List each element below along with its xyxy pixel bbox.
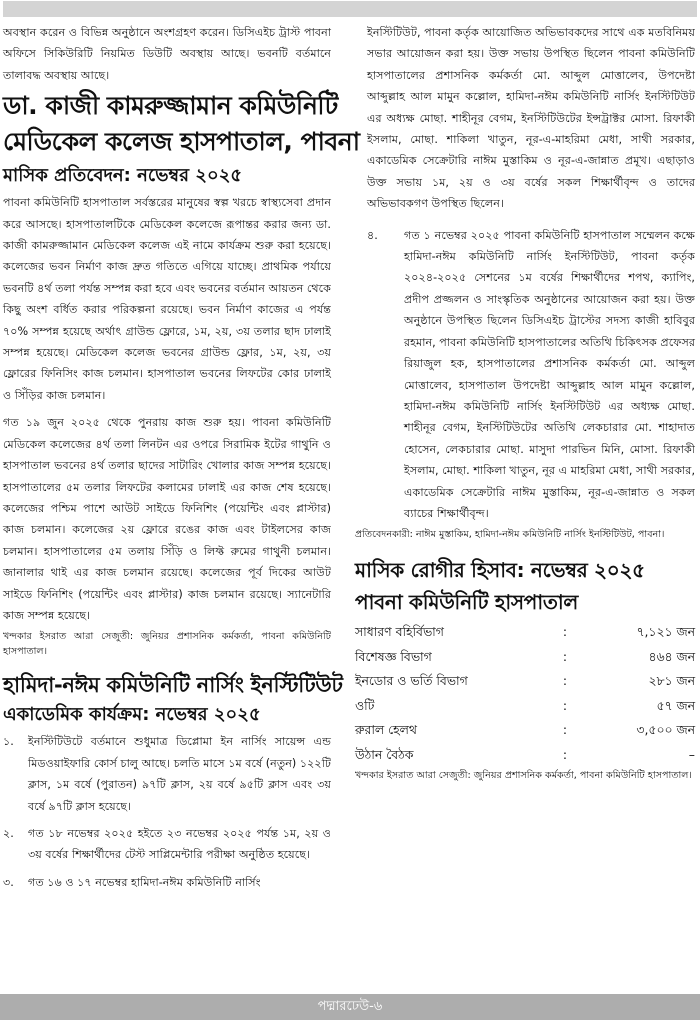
medical-college-title-line1: ডা. কাজী কামরুজ্জামান কমিউনিটি xyxy=(3,91,338,121)
nursing-credit: প্রতিবেদনকারী: নাঈম মুস্তাকিম, হামিদা-নঈম কমিউনিটি নার্সিং ইনস্টিটিউট, পাবনা। xyxy=(355,529,665,541)
nursing-items-list-continued xyxy=(355,225,695,525)
stat-value: ৭,১২১ জন xyxy=(636,624,695,640)
stat-label: বিশেষজ্ঞ বিভাগ xyxy=(355,648,432,664)
medical-college-subtitle: মাসিক প্রতিবেদন: নভেম্বর ২০২৫ xyxy=(3,165,243,187)
stat-value: ৪৬৪ জন xyxy=(648,648,695,664)
stat-separator: : xyxy=(562,648,568,664)
patients-subtitle: পাবনা কমিউনিটি হাসপাতাল xyxy=(355,590,578,615)
patients-title: মাসিক রোগীর হিসাব: নভেম্বর ২০২৫ xyxy=(355,558,645,583)
table-row xyxy=(355,718,695,743)
list-item-text: গত ১৬ ও ১৭ নভেম্বর হামিদা-নঈম কমিউনিটি নার্সিং xyxy=(28,875,261,889)
medical-college-title-line2: মেডিকেল কলেজ হাসপাতাল, পাবনা xyxy=(3,127,360,157)
medical-college-paragraph-2: গত ১৯ জুন ২০২৫ থেকে পুনরায় কাজ শুরু হয়। পাবনা কমিউনিটি মেডিকেল কলেজের ৪র্থ তলা লিনটন এর ওপরে সিরামিক ইটের গাথুনি ও হাসপাতাল ভবনের ৪র্থ তলার ছাদের সাটারিং খোলার কাজ সম্পন্ন হয়েছে। হাসপাতালের ৫ম তলার লিফটের কলামের ঢালাই এর কাজ শেষ হয়েছে। কলেজের পশ্চিম পাশে আউট সাইডে ফিনিশিং (পয়েন্টিং এবং প্লাস্টার) কাজ চলমান। কলেজের ২য় ফ্লোরে রঙের কাজ এবং টাইলসের কাজ চলমান। হাসপাতালের ৫ম তলায় সিঁড়ি ও লিফ্ট রুমের গাথুনী চলমান। জানালার থাই এর কাজ চলমান রয়েছে। কলেজের পূর্ব দিকের আউট সাইডে ফিনিশিং (পয়েন্টিং এবং প্লাস্টার) কাজ চলমান রয়েছে। স্যানেটারি কাজ সম্পন্ন হয়েছে। xyxy=(3,416,331,622)
list-item xyxy=(3,731,331,817)
footer-bar xyxy=(0,994,700,1020)
table-row xyxy=(355,620,695,645)
stat-value: ৫৭ জন xyxy=(656,697,695,713)
nursing-items-list xyxy=(3,731,331,893)
continued-paragraph: অবস্থান করেন ও বিভিন্ন অনুষ্ঠানে অংশগ্রহণ করেন। ডিসিএইচ ট্রাস্ট পাবনা অফিসে সিকিউরিটি নিয়মিত ডিউটি অবস্থায় আছে। ভবনটি বর্তমানে তালাবদ্ধ অবস্থায় আছে। xyxy=(3,26,331,82)
stat-label: ইনডোর ও ভর্তি বিভাগ xyxy=(355,673,468,689)
stat-label: রুরাল হেলথ xyxy=(355,722,417,738)
list-item-number: ৩. xyxy=(3,875,14,889)
stat-separator: : xyxy=(562,697,568,713)
stat-value: ৩,৫০০ জন xyxy=(636,722,695,738)
stat-separator: : xyxy=(562,746,568,762)
nursing-title: হামিদা-নঈম কমিউনিটি নার্সিং ইনস্টিটিউট xyxy=(3,673,343,698)
table-row xyxy=(355,645,695,670)
table-row xyxy=(355,694,695,719)
list-item-text: গত ১৮ নভেম্বর ২০২৫ হইতে ২৩ নভেম্বর ২০২৫ পর্যন্ত ১ম, ২য় ও ৩য় বর্ষের শিক্ষার্থীদের টেস্ট সাপ্লিমেন্টারি পরীক্ষা অনুষ্ঠিত হয়েছে। xyxy=(28,826,331,862)
stat-separator: : xyxy=(562,624,568,640)
stat-value: ২৮১ জন xyxy=(648,673,695,689)
nursing-subtitle: একাডেমিক কার্যক্রম: নভেম্বর ২০২৫ xyxy=(3,704,261,726)
list-item-number: ৪. xyxy=(367,228,378,242)
medical-college-credit: খন্দকার ইসরাত আরা সেজুতী: জুনিয়র প্রশাসনিক কর্মকর্তা, পাবনা কমিউনিটি হাসপাতাল। xyxy=(3,631,331,658)
stat-label: সাধারণ বহির্বিভাগ xyxy=(355,624,444,640)
list-item-number: ১. xyxy=(3,735,14,749)
page-label: পদ্মারঢেউ-৬ xyxy=(317,999,383,1014)
list-item-number: ২. xyxy=(3,826,14,840)
left-column xyxy=(3,22,360,899)
stat-separator: : xyxy=(562,673,568,689)
right-column xyxy=(355,22,695,783)
table-row xyxy=(355,743,695,768)
stat-value: – xyxy=(688,746,695,762)
stat-label: ওটি xyxy=(355,697,375,713)
medical-college-paragraph-1: পাবনা কমিউনিটি হাসপাতাল সর্বস্তরের মানুষের স্বল্প খরচে স্বাস্থ্যসেবা প্রদান করে আসছে। হাসপাতালটিকে মেডিকেল কলেজে রূপান্তর করার জন্য ডা. কাজী কামরুজ্জামান মেডিকেল কলেজ এই নামে কার্যক্রম শুরু করা হয়েছে। কলেজের ভবন নির্মাণ কাজ দ্রুত গতিতে এগিয়ে যাচ্ছে। প্রাথমিক পর্যায়ে ভবনটি ৪র্থ তলা পর্যন্ত সম্পন্ন করা হবে এবং ভবনের বর্তমান আয়তন থেকে কিছু অংশ বর্ধিত করার পরিকল্পনা রয়েছে। ভবন নির্মাণ কাজের এ পর্যন্ত ৭০% সম্পন্ন হয়েছে অর্থাৎ গ্রাউন্ড ফ্লোরে, ১ম, ২য়, ৩য় তলার ছাদ ঢালাই সম্পন্ন হয়েছে। মেডিকেল কলেজ ভবনের গ্রাউন্ড ফ্লোর, ১ম, ২য়, ৩য় ফ্লোরের ফিনিসিং কাজ চলমান। হাসপাতাল ভবনের লিফটের কোর ঢালাই ও সিঁড়ির কাজ চলমান। xyxy=(3,196,331,402)
stat-label: উঠান বৈঠক xyxy=(355,746,414,762)
patient-stats-table xyxy=(355,620,695,767)
nursing-item3-continuation: ইনস্টিটিউট, পাবনা কর্তৃক আয়োজিত অভিভাবকদের সাথে এক মতবিনিময় সভার আয়োজন করা হয়। উক্ত সভায় উপস্থিত ছিলেন পাবনা কমিউনিটি হাসপাতালের প্রশাসনিক কর্মকর্তা মো. আব্দুল মোত্তালেব, উপদেষ্টা আব্দুল্লাহ আল মামুন কল্লোল, হামিদা-নঈম কমিউনিটি নার্সিং ইনস্টিটিউট এর অধ্যক্ষ মোছা. শাহীনূর বেগম, ইনস্টিটিউটের ইন্সট্রাক্টর মোসা. রিফাকী ইসলাম, মোছা. শাকিলা খাতুন, নূর-এ-মাহরিমা মেধা, সাথী সরকার, একাডেমিক সেক্রেটারি নাঈম মুস্তাকিম ও নূর-এ-জান্নাত প্রমূখ। এছাড়াও উক্ত সভায় ১ম, ২য় ও ৩য় বর্ষের সকল শিক্ষার্থীবৃন্দ ও তাদের অভিভাবকগণ উপস্থিত ছিলেন। xyxy=(367,26,695,211)
list-item-text: গত ১ নভেম্বর ২০২৫ পাবনা কমিউনিটি হাসপাতাল সম্মেলন কক্ষে হামিদা-নঈম কমিউনিটি নার্সিং ইনস্টিটিউট, পাবনা কর্তৃক ২০২৪-২০২৫ সেশনের ১ম বর্ষের শিক্ষার্থীদের শপথ, ক্যাপিং, প্রদীপ প্রজ্জলন ও সাংস্কৃতিক অনুষ্ঠানের আয়োজন করা হয়। উক্ত অনুষ্ঠানে উপস্থিত ছিলেন ডিসিএইচ ট্রাস্টের সদস্য কাজী হাবিবুর রহমান, পাবনা কমিউনিটি হাসপাতালের অতিথি চিকিৎসক প্রফেসর রিয়াজুল হক, হাসপাতালের প্রশাসনিক কর্মকর্তা মো. আব্দুল মোত্তালেব, হাসপাতাল উপদেষ্টা আব্দুল্লাহ আল মামুন কল্লোল, হামিদা-নঈম কমিউনিটি নার্সিং ইনস্টিটিউট এর অধ্যক্ষ মোছা. শাহীনূর বেগম, ইনস্টিটিউটের অতিথি লেকচারার মো. শাহাদাত হোসেন, লেকচারার মোছা. মাসুদা পারভিন মিনি, মোসা. রিফাকী ইসলাম, মোছা. শাকিলা খাতুন, নূর এ মাহরিমা মেধা, সাথী সরকার, একাডেমিক সেক্রেটারি নাঈম মুস্তাকিম, নূর-এ-জান্নাত ও সকল ব্যাচের শিক্ষার্থীবৃন্দ। xyxy=(404,228,695,520)
list-item xyxy=(3,823,331,866)
list-item xyxy=(3,872,331,893)
patients-credit: খন্দকার ইসরাত আরা সেজুতী: জুনিয়র প্রশাসনিক কর্মকর্তা, পাবনা কমিউনিটি হাসপাতাল। xyxy=(355,770,692,782)
header-bar xyxy=(3,1,697,17)
table-row xyxy=(355,669,695,694)
stat-separator: : xyxy=(562,722,568,738)
list-item-text: ইনস্টিটিউটে বর্তমানে শুধুমাত্র ডিপ্লোমা ইন নার্সিং সায়েন্স এন্ড মিডওয়াইফারি কোর্স চালু আছে। চলতি মাসে ১ম বর্ষে (নতুন) ১২২টি ক্লাস, ১ম বর্ষে (পুরাতন) ৯৭টি ক্লাস, ২য় বর্ষে ৯৫টি ক্লাস এবং ৩য় বর্ষে ৯৭টি ক্লাস হয়েছে। xyxy=(28,735,331,813)
list-item xyxy=(355,225,695,525)
